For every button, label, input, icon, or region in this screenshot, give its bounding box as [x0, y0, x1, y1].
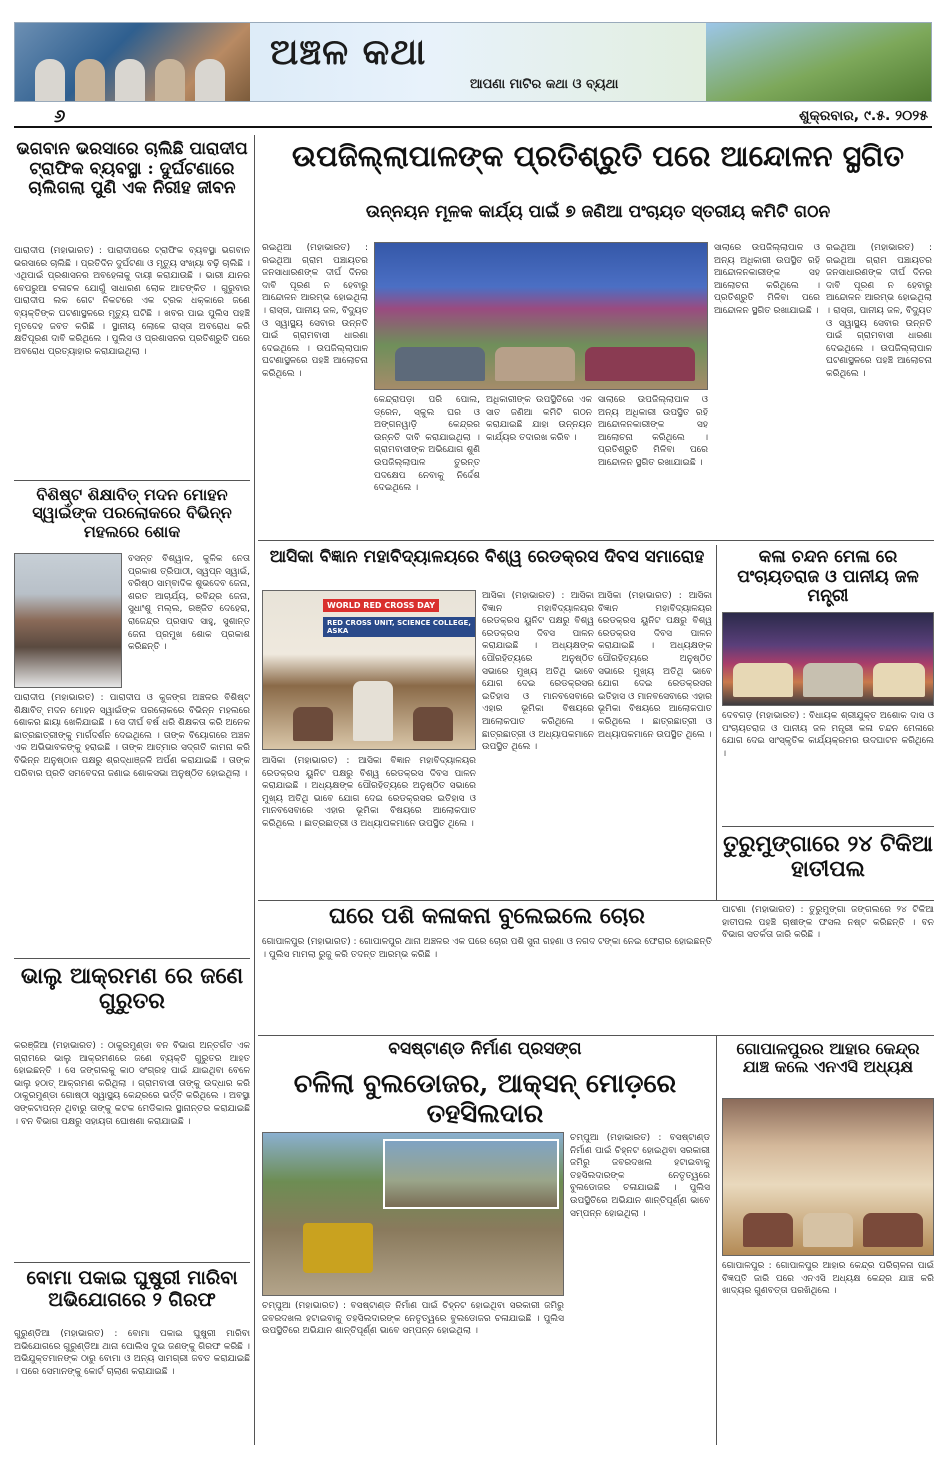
- bulldozer-body-2: ଚମ୍ପୁଆ (ମହାଭାରତ) : ବସଷ୍ଟାଣ୍ଡ ନିର୍ମାଣ ପାଇଁ ଚିହ୍ନଟ ହୋଇଥିବା ସରକାରୀ ଜମିରୁ ଜବରଦଖଲ ହଟାଇବାକୁ ତହସିଲଦାରଙ୍କ ନେତୃତ୍ୱରେ ବୁଲଡୋଜର ଚଳାଯାଇଛି । ପୁଲିସ ଉପସ୍ଥିତିରେ ଅଭିଯାନ ଶାନ୍ତିପୂର୍ଣ୍ଣ ଭାବେ ସମ୍ପନ୍ନ ହୋଇଥିଲା ।: [570, 1133, 710, 1219]
- ahara-inspection-photo: [722, 1098, 934, 1256]
- story-teacher-obituary-headline: ବିଶିଷ୍ଟ ଶିକ୍ଷାବିତ୍ ମଦନ ମୋହନ ସ୍ୱାଇଁଙ୍କ ପରଲୋକରେ ବିଭିନ୍ନ ମହଲରେ ଶୋକ: [32, 485, 232, 541]
- lead-subheadline: ଉନ୍ନୟନ ମୂଳକ କାର୍ଯ୍ୟ ପାଇଁ ୭ ଜଣିଆ ପଂଚାୟତ ସ୍ତରୀୟ କମିଟି ଗଠନ: [365, 202, 831, 222]
- lead-headline: ଉପଜିଲ୍ଲାପାଳଙ୍କ ପ୍ରତିଶ୍ରୁତି ପରେ ଆନ୍ଦୋଳନ ସ୍ଥଗିତ: [291, 139, 905, 173]
- lead-body-col6: ରଇଥିଆ (ମହାଭାରତ) : ରଇଥିଆ ଗ୍ରାମ ପଞ୍ଚାୟତର ଜନସାଧାରଣଙ୍କ ଦୀର୍ଘ ଦିନର ଦାବି ପୂରଣ ନ ହେବାରୁ ଆନ୍ଦୋଳନ ଆରମ୍ଭ ହୋଇଥିଲା । ରାସ୍ତା, ପାନୀୟ ଜଳ, ବିଦ୍ୟୁତ ଓ ସ୍ୱାସ୍ଥ୍ୟ ସେବାର ଉନ୍ନତି ପାଇଁ ଗ୍ରାମବାସୀ ଧାରଣା ଦେଇଥିଲେ । ଉପଜିଲ୍ଲାପାଳ ଘଟଣାସ୍ଥଳରେ ପହଞ୍ଚି ଆଲୋଚନା କରିଥିଲେ ।: [826, 243, 932, 379]
- story-divider: [722, 826, 934, 827]
- teacher-portrait-photo: [14, 553, 122, 688]
- section-divider: [258, 540, 934, 541]
- lead-body-col5: ସାଲାରେ ଉପଜିଲ୍ଲାପାଳ ଓ ଅନ୍ୟ ଅଧିକାରୀ ଉପସ୍ଥିତ ରହି ଆନ୍ଦୋଳନକାରୀଙ୍କ ସହ ଆଲୋଚନା କରିଥିଲେ । ପ୍ରତିଶ୍ରୁତି ମିଳିବା ପରେ ଆନ୍ଦୋଳନ ସ୍ଥଗିତ ରଖାଯାଇଛି ।: [714, 243, 820, 316]
- masthead-photo-village: [706, 23, 931, 102]
- redcross-body-col2: ଆସିକା (ମହାଭାରତ) : ଆସିକା ବିଜ୍ଞାନ ମହାବିଦ୍ୟାଳୟର ରେଡକ୍ରସ ୟୁନିଟ ପକ୍ଷରୁ ବିଶ୍ୱ ରେଡକ୍ରସ ଦିବସ ପାଳନ କରାଯାଇଛି । ଅଧ୍ୟକ୍ଷଙ୍କ ପୌରହିତ୍ୟରେ ଅନୁଷ୍ଠିତ ସଭାରେ ମୁଖ୍ୟ ଅତିଥି ଭାବେ ଯୋଗ ଦେଇ ରେଡକ୍ରସର ଇତିହାସ ଓ ମାନବସେବାରେ ଏହାର ଭୂମିକା ବିଷୟରେ ଆଲୋକପାତ କରିଥିଲେ । ଛାତ୍ରଛାତ୍ରୀ ଓ ଅଧ୍ୟାପକମାନେ ଉପସ୍ଥିତ ଥିଲେ ।: [482, 591, 594, 753]
- thief-headline: ଘରେ ପଶି କଳାକନା ବୁଲେଇଲେ ଚୋର: [329, 903, 645, 929]
- column-divider: [716, 1035, 717, 1445]
- story-bear-attack-body: କରଞ୍ଜିଆ (ମହାଭାରତ) : ଠାକୁରମୁଣ୍ଡା ବନ ବିଭାଗ ଅନ୍ତର୍ଗତ ଏକ ଗ୍ରାମରେ ଭାଲୁ ଆକ୍ରମଣରେ ଜଣେ ବ୍ୟକ୍ତି ଗୁରୁତର ଆହତ ହୋଇଛନ୍ତି । ସେ ଜଙ୍ଗଲକୁ କାଠ ସଂଗ୍ରହ ପାଇଁ ଯାଇଥିବା ବେଳେ ଭାଲୁ ହଠାତ୍ ଆକ୍ରମଣ କରିଥିଲା । ଗ୍ରାମବାସୀ ତାଙ୍କୁ ଉଦ୍ଧାର କରି ଠାକୁରମୁଣ୍ଡା ଗୋଷ୍ଠୀ ସ୍ୱାସ୍ଥ୍ୟ କେନ୍ଦ୍ରରେ ଭର୍ତ୍ତି କରିଥିଲେ । ଅବସ୍ଥା ସଙ୍କଟାପନ୍ନ ଥିବାରୁ ତାଙ୍କୁ କଟକ ମେଡିକାଲ ସ୍ଥାନାନ୍ତର କରାଯାଇଛି । ବନ ବିଭାଗ ପକ୍ଷରୁ ସହାୟତା ଘୋଷଣା କରାଯାଇଛି ।: [14, 1041, 250, 1127]
- section-divider: [258, 1035, 934, 1036]
- elephant-body: ପାଟଣା (ମହାଭାରତ) : ତୁରୁମୁଙ୍ଗା ଜଙ୍ଗଲରେ ୨୪ ଟିକିଆ ହାତୀପଲ ପହଞ୍ଚି ଚାଷୀଙ୍କ ଫସଲ ନଷ୍ଟ କରିଛନ୍ତି । ବନ ବିଭାଗ ସତର୍କତା ଜାରି କରିଛି ।: [722, 905, 934, 941]
- page-number: ୬: [54, 106, 66, 127]
- section-divider: [258, 900, 934, 901]
- ahara-headline: ଗୋପାଳପୁରର ଆହାର କେନ୍ଦ୍ର ଯାଞ୍ଚ କଲେ ଏନଏସି ଅଧ୍ୟକ୍ଷ: [736, 1039, 920, 1077]
- story-divider: [14, 1262, 250, 1263]
- redcross-body-col3: ଆସିକା (ମହାଭାରତ) : ଆସିକା ବିଜ୍ଞାନ ମହାବିଦ୍ୟାଳୟର ରେଡକ୍ରସ ୟୁନିଟ ପକ୍ଷରୁ ବିଶ୍ୱ ରେଡକ୍ରସ ଦିବସ ପାଳନ କରାଯାଇଛି । ଅଧ୍ୟକ୍ଷଙ୍କ ପୌରହିତ୍ୟରେ ଅନୁଷ୍ଠିତ ସଭାରେ ମୁଖ୍ୟ ଅତିଥି ଭାବେ ଯୋଗ ଦେଇ ରେଡକ୍ରସର ଇତିହାସ ଓ ମାନବସେବାରେ ଏହାର ଭୂମିକା ବିଷୟରେ ଆଲୋକପାତ କରିଥିଲେ । ଛାତ୍ରଛାତ୍ରୀ ଓ ଅଧ୍ୟାପକମାନେ ଉପସ୍ଥିତ ଥିଲେ ।: [598, 591, 712, 740]
- publication-date: ଶୁକ୍ରବାର, ୯.୫. ୨୦୨୫: [799, 108, 928, 124]
- lead-body-col1: ରଇଥିଆ (ମହାଭାରତ) : ରଇଥିଆ ଗ୍ରାମ ପଞ୍ଚାୟତର ଜନସାଧାରଣଙ୍କ ଦୀର୍ଘ ଦିନର ଦାବି ପୂରଣ ନ ହେବାରୁ ଆନ୍ଦୋଳନ ଆରମ୍ଭ ହୋଇଥିଲା । ରାସ୍ତା, ପାନୀୟ ଜଳ, ବିଦ୍ୟୁତ ଓ ସ୍ୱାସ୍ଥ୍ୟ ସେବାର ଉନ୍ନତି ପାଇଁ ଗ୍ରାମବାସୀ ଧାରଣା ଦେଇଥିଲେ । ଉପଜିଲ୍ଲାପାଳ ଘଟଣାସ୍ଥଳରେ ପହଞ୍ଚି ଆଲୋଚନା କରିଥିଲେ ।: [262, 243, 368, 379]
- column-divider: [716, 545, 717, 900]
- masthead-photo-children: [15, 23, 250, 102]
- lead-body-col2: କେନ୍ଦ୍ରାପଡ଼ା ପରି ପୋଲ, ଡ୍ରେନ, ସ୍କୁଲ ଘର ଓ ଅଙ୍ଗନୱାଡ଼ି କେନ୍ଦ୍ରର ଉନ୍ନତି ଦାବି କରାଯାଇଥିଲା । ଗ୍ରାମବାସୀଙ୍କ ଅଭିଯୋଗ ଶୁଣି ଉପଜିଲ୍ଲାପାଳ ତୁରନ୍ତ ପଦକ୍ଷେପ ନେବାକୁ ନିର୍ଦ୍ଦେଶ ଦେଇଥିଲେ ।: [374, 395, 480, 494]
- story-teacher-obituary-side: ବସନ୍ତ ବିଶ୍ୱାଳ, କୁଳିକ ନେତା ପ୍ରକାଶ ତ୍ରିପାଠୀ, ସ୍ୱପ୍ନ ସ୍ୱାଇଁ, ବରିଷ୍ଠ ସାମ୍ବାଦିକ ଶୁଭଦେବ ଜେନା, ଶରତ ଆଚାର୍ଯ୍ୟ, ରବିନ୍ଦ୍ର ଜେନା, ସୁଧାଂଶୁ ମଲ୍ଲ, ରଞ୍ଜିତ ଦେହେରା, ରାଜେନ୍ଦ୍ର ପ୍ରସାଦ ସାହୁ, ସୁଶାନ୍ତ ଜେନା ପ୍ରମୁଖ ଶୋକ ପ୍ରକାଶ କରିଛନ୍ତି ।: [128, 554, 250, 653]
- newspaper-title: ଅଞ୍ଚଳ କଥା: [270, 31, 427, 73]
- story-divider: [14, 958, 250, 959]
- redcross-headline: ଆସିକା ବିଜ୍ଞାନ ମହାବିଦ୍ୟାଳୟରେ ବିଶ୍ୱ ରେଡକ୍ରସ ଦିବସ ସମାରୋହ: [269, 547, 705, 567]
- bulldozer-headline: ଚଳିଲା ବୁଲଡୋଜର, ଆକ୍ସନ୍ ମୋଡ଼ରେ ତହସିଲଦାର: [293, 1069, 677, 1129]
- story-paradip-traffic-headline: ଭଗବାନ ଭରସାରେ ଚାଲିଛି ପାରାଦୀପ ଟ୍ରାଫିକ ବ୍ୟବସ୍ଥା : ଦୁର୍ଘଟଣାରେ ଚାଲିଗଲା ପୁଣି ଏକ ନିରୀହ ଜୀବନ: [16, 139, 248, 199]
- newspaper-subtitle: ଆପଣା ମାଟିର କଥା ଓ ବ୍ୟଥା: [470, 77, 619, 92]
- ahara-body: ଗୋପାଳପୁର : ଗୋପାଳପୁର ଆହାର କେନ୍ଦ୍ର ପରିଚାଳନା ପାଇଁ ବିଜ୍ଞପ୍ତି ଜାରି ପରେ ଏନଏସି ଅଧ୍ୟକ୍ଷ କେନ୍ଦ୍ର ଯାଞ୍ଚ କରି ଖାଦ୍ୟର ଗୁଣବତ୍ତା ପରଖିଥିଲେ ।: [722, 1261, 934, 1297]
- masthead: [14, 22, 932, 102]
- redcross-body-col1: ଆସିକା (ମହାଭାରତ) : ଆସିକା ବିଜ୍ଞାନ ମହାବିଦ୍ୟାଳୟର ରେଡକ୍ରସ ୟୁନିଟ ପକ୍ଷରୁ ବିଶ୍ୱ ରେଡକ୍ରସ ଦିବସ ପାଳନ କରାଯାଇଛି । ଅଧ୍ୟକ୍ଷଙ୍କ ପୌରହିତ୍ୟରେ ଅନୁଷ୍ଠିତ ସଭାରେ ମୁଖ୍ୟ ଅତିଥି ଭାବେ ଯୋଗ ଦେଇ ରେଡକ୍ରସର ଇତିହାସ ଓ ମାନବସେବାରେ ଏହାର ଭୂମିକା ବିଷୟରେ ଆଲୋକପାତ କରିଥିଲେ । ଛାତ୍ରଛାତ୍ରୀ ଓ ଅଧ୍ୟାପକମାନେ ଉପସ୍ଥିତ ଥିଲେ ।: [262, 756, 476, 829]
- story-bomb-arrest-headline: ବୋମା ପକାଇ ଘୁଷୁରୀ ମାରିବା ଅଭିଯୋଗରେ ୨ ଗିରଫ: [26, 1267, 238, 1311]
- column-divider: [254, 135, 255, 1445]
- lead-body-col3: ଅଧିକାରୀଙ୍କ ଉପସ୍ଥିତିରେ ଏକ ସାତ ଜଣିଆ କମିଟି ଗଠନ କରାଯାଇଛି ଯାହା ଉନ୍ନୟନ କାର୍ଯ୍ୟର ତଦାରଖ କରିବ ।: [486, 395, 592, 443]
- story-bear-attack-headline: ଭାଲୁ ଆକ୍ରମଣ ରେ ଜଣେ ଗୁରୁତର: [20, 963, 244, 1015]
- redcross-banner-sub: RED CROSS UNIT, SCIENCE COLLEGE, ASKA: [323, 617, 475, 637]
- redcross-banner: WORLD RED CROSS DAY: [323, 599, 439, 612]
- story-paradip-traffic-body: ପାରାଦୀପ (ମହାଭାରତ) : ପାରାଦୀପରେ ଟ୍ରାଫିକ ବ୍ୟବସ୍ଥା ଭଗବାନ ଭରସାରେ ଚାଲିଛି । ପ୍ରତିଦିନ ଦୁର୍ଘଟଣା ଓ ମୃତ୍ୟୁ ସଂଖ୍ୟା ବଢ଼ି ଚାଲିଛି । ଏଥିପାଇଁ ପ୍ରଶାସନର ଅବହେଳାକୁ ଦାୟୀ କରାଯାଉଛି । ଭାରୀ ଯାନର ବେପରୁଆ ଚଳାଚଳ ଯୋଗୁଁ ସାଧାରଣ ଲୋକ ଆତଙ୍କିତ । ଗୁରୁବାର ପାରାଦୀପ ଲକ ଗେଟ ନିକଟରେ ଏକ ଟ୍ରକ ଧକ୍କାରେ ଜଣେ ବ୍ୟକ୍ତିଙ୍କ ଘଟଣାସ୍ଥଳରେ ମୃତ୍ୟୁ ଘଟିଛି । ଖବର ପାଇ ପୁଲିସ ପହଞ୍ଚି ମୃତଦେହ ଜବତ କରିଛି । ସ୍ଥାନୀୟ ଲୋକେ ରାସ୍ତା ଅବରୋଧ କରି କ୍ଷତିପୂରଣ ଦାବି କରିଥିଲେ । ପୁଲିସ ଓ ପ୍ରଶାସନର ପ୍ରତିଶ୍ରୁତି ପରେ ଅବରୋଧ ପ୍ରତ୍ୟାହାର କରାଯାଇଥିଲା ।: [14, 246, 250, 357]
- lead-body-col4: ସାଲାରେ ଉପଜିଲ୍ଲାପାଳ ଓ ଅନ୍ୟ ଅଧିକାରୀ ଉପସ୍ଥିତ ରହି ଆନ୍ଦୋଳନକାରୀଙ୍କ ସହ ଆଲୋଚନା କରିଥିଲେ । ପ୍ରତିଶ୍ରୁତି ମିଳିବା ପରେ ଆନ୍ଦୋଳନ ସ୍ଥଗିତ ରଖାଯାଇଛି ।: [598, 395, 708, 468]
- mela-body: ଦେବଗଡ଼ (ମହାଭାରତ) : ବିଧାୟକ ଶ୍ରୀଯୁକ୍ତ ଅଶୋକ ଦାସ ଓ ପଂଚାୟତରାଜ ଓ ପାନୀୟ ଜଳ ମନ୍ତ୍ରୀ କଳା ଚନ୍ଦନ ମେଳାରେ ଯୋଗ ଦେଇ ସାଂସ୍କୃତିକ କାର୍ଯ୍ୟକ୍ରମର ଉଦଘାଟନ କରିଥିଲେ ।: [722, 711, 934, 759]
- bulldozer-body-1: ଚମ୍ପୁଆ (ମହାଭାରତ) : ବସଷ୍ଟାଣ୍ଡ ନିର୍ମାଣ ପାଇଁ ଚିହ୍ନଟ ହୋଇଥିବା ସରକାରୀ ଜମିରୁ ଜବରଦଖଲ ହଟାଇବାକୁ ତହସିଲଦାରଙ୍କ ନେତୃତ୍ୱରେ ବୁଲଡୋଜର ଚଳାଯାଇଛି । ପୁଲିସ ଉପସ୍ଥିତିରେ ଅଭିଯାନ ଶାନ୍ତିପୂର୍ଣ୍ଣ ଭାବେ ସମ୍ପନ୍ନ ହୋଇଥିଲା ।: [262, 1301, 564, 1337]
- story-bomb-arrest-body: ଗୁରୁଣ୍ଡିଆ (ମହାଭାରତ) : ବୋମା ପକାଇ ଘୁଷୁରୀ ମାରିବା ଅଭିଯୋଗରେ ଗୁରୁଣ୍ଡିଆ ଥାନା ପୋଲିସ ଦୁଇ ଜଣଙ୍କୁ ଗିରଫ କରିଛି । ଅଭିଯୁକ୍ତମାନଙ୍କ ଠାରୁ ବୋମା ଓ ଅନ୍ୟ ସାମଗ୍ରୀ ଜବତ କରାଯାଇଛି । ପରେ ସେମାନଙ୍କୁ କୋର୍ଟ ଚାଲାଣ କରାଯାଇଛି ।: [14, 1329, 250, 1377]
- lead-protest-photo: [374, 242, 708, 390]
- bulldozer-kicker: ବସଷ୍ଟାଣ୍ଡ ନିର୍ମାଣ ପ୍ରସଙ୍ଗ: [388, 1039, 582, 1059]
- story-teacher-obituary-body: ପାରାଦୀପ (ମହାଭାରତ) : ପାରାଦୀପ ଓ କୁଜଙ୍ଗ ଅଞ୍ଚଳର ବିଶିଷ୍ଟ ଶିକ୍ଷାବିତ୍ ମଦନ ମୋହନ ସ୍ୱାଇଁଙ୍କ ପରଲୋକରେ ବିଭିନ୍ନ ମହଲରେ ଶୋକର ଛାୟା ଖେଳିଯାଇଛି । ସେ ଦୀର୍ଘ ବର୍ଷ ଧରି ଶିକ୍ଷକତା କରି ଅନେକ ଛାତ୍ରଛାତ୍ରୀଙ୍କୁ ମାର୍ଗଦର୍ଶନ ଦେଇଥିଲେ । ତାଙ୍କ ବିୟୋଗରେ ଅଞ୍ଚଳ ଏକ ଅଭିଭାବକଙ୍କୁ ହରାଇଛି । ତାଙ୍କ ଆତ୍ମାର ସଦ୍‌ଗତି କାମନା କରି ବିଭିନ୍ନ ଅନୁଷ୍ଠାନ ପକ୍ଷରୁ ଶ୍ରଦ୍ଧାଞ୍ଜଳି ଅର୍ପଣ କରାଯାଇଛି । ତାଙ୍କ ପରିବାର ପ୍ରତି ସମବେଦନା ଜଣାଇ ଶୋକସଭା ଅନୁଷ୍ଠିତ ହୋଇଥିଲା ।: [14, 693, 250, 779]
- elephant-headline: ତୁରୁମୁଙ୍ଗାରେ ୨୪ ଟିକିଆ ହାତୀପଲ: [723, 831, 933, 883]
- thief-body: ଗୋପାଳପୁର (ମହାଭାରତ) : ଗୋପାଳପୁର ଥାନା ଅଞ୍ଚଳର ଏକ ଘରେ ଚୋର ପଶି ସୁନା ଗହଣା ଓ ନଗଦ ଟଙ୍କା ନେଇ ଫେରାର ହୋଇଛନ୍ତି । ପୁଲିସ ମାମଲା ରୁଜୁ କରି ତଦନ୍ତ ଆରମ୍ଭ କରିଛି ।: [262, 937, 712, 960]
- story-divider: [14, 480, 250, 481]
- page-info-bar: [14, 104, 932, 128]
- redcross-event-photo: [262, 590, 476, 750]
- bulldozer-demolition-photo: [262, 1132, 564, 1296]
- mela-stage-photo: [722, 612, 934, 706]
- mela-headline: କଳା ଚନ୍ଦନ ମେଳା ରେ ପଂଚାୟତରାଜ ଓ ପାନୀୟ ଜଳ ମନ୍ତ୍ରୀ: [737, 547, 919, 607]
